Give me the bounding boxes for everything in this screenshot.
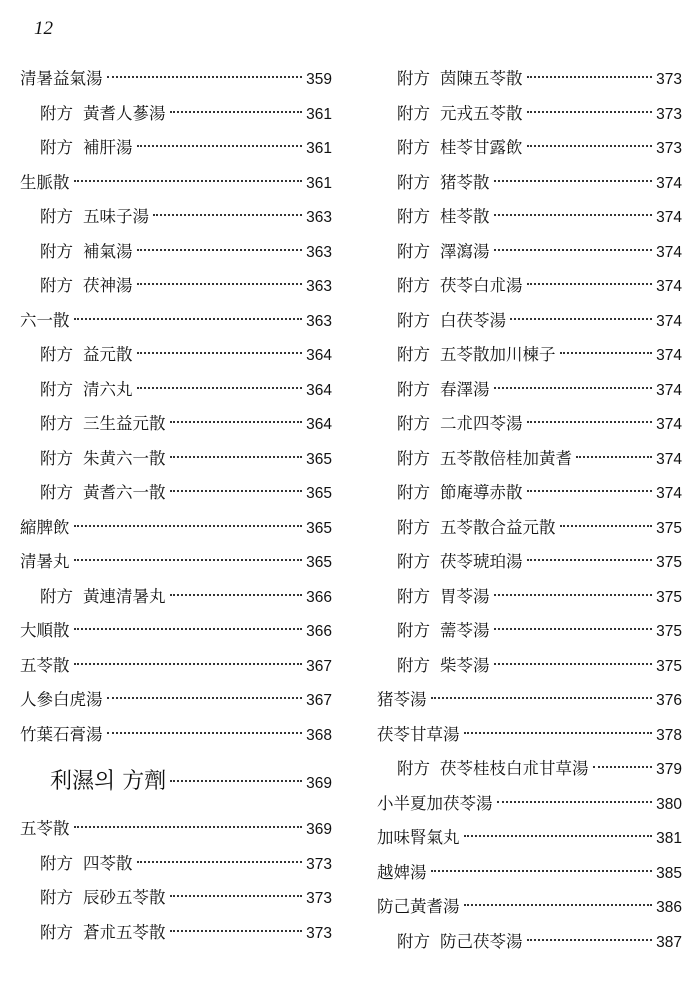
toc-entry xyxy=(377,200,682,235)
toc-entry-title: 茯苓白朮湯 xyxy=(440,276,523,295)
toc-entry-title: 茯神湯 xyxy=(83,276,133,295)
toc-entry-title: 猪苓散 xyxy=(440,172,490,192)
toc-entry xyxy=(20,235,332,270)
toc-entry-prefix: 附方 xyxy=(40,241,73,261)
dot-leader xyxy=(494,387,653,389)
dot-leader xyxy=(107,697,303,699)
toc-entry xyxy=(377,407,682,442)
toc-entry-title: 五苓散加川楝子 xyxy=(440,345,556,364)
dot-leader xyxy=(431,697,653,699)
toc-entry-prefix: 附方 xyxy=(397,379,430,399)
toc-page-number: 365 xyxy=(306,485,332,502)
dot-leader xyxy=(137,249,303,251)
toc-entry-title: 茯苓琥珀湯 xyxy=(440,552,523,571)
toc-entry-prefix: 附方 xyxy=(397,69,430,88)
toc-entry-title: 茵陳五苓散 xyxy=(440,69,523,88)
toc-entry-prefix: 附方 xyxy=(397,276,430,295)
toc-page-number: 380 xyxy=(656,795,682,813)
toc-entry xyxy=(20,166,332,201)
toc-page-number: 373 xyxy=(656,105,682,123)
toc-entry-prefix: 附方 xyxy=(397,310,430,330)
toc-entry xyxy=(20,580,332,615)
dot-leader xyxy=(510,318,652,320)
toc-entry-title: 五味子湯 xyxy=(83,207,149,226)
toc-entry-title: 四苓散 xyxy=(83,853,133,873)
dot-leader xyxy=(170,930,303,932)
toc-entry xyxy=(377,476,682,511)
dot-leader xyxy=(464,732,653,734)
dot-leader xyxy=(494,180,653,182)
toc-entry xyxy=(377,545,682,580)
toc-entry-title: 清暑丸 xyxy=(20,552,70,571)
toc-page-number: 363 xyxy=(306,278,332,295)
toc-entry xyxy=(20,131,332,166)
dot-leader xyxy=(494,628,653,630)
toc-entry-prefix: 附方 xyxy=(397,621,430,640)
dot-leader xyxy=(74,525,303,527)
toc-page-number: 367 xyxy=(306,692,332,709)
page-number: 12 xyxy=(34,18,53,39)
dot-leader xyxy=(560,352,653,354)
toc-entry xyxy=(20,200,332,235)
toc-entry-title: 大順散 xyxy=(20,621,70,640)
dot-leader xyxy=(494,214,653,216)
toc-entry-title: 黃連清暑丸 xyxy=(83,586,166,606)
toc-page-number: 365 xyxy=(306,519,332,537)
toc-entry xyxy=(377,373,682,408)
toc-entry xyxy=(20,62,332,97)
dot-leader xyxy=(137,861,303,863)
toc-entry-prefix: 附方 xyxy=(397,138,430,157)
toc-entry xyxy=(20,881,332,916)
toc-page-number: 375 xyxy=(656,588,682,606)
dot-leader xyxy=(74,663,303,665)
toc-page-number: 373 xyxy=(656,140,682,157)
toc-entry xyxy=(20,304,332,339)
toc-page-number: 387 xyxy=(656,933,682,951)
toc-page-number: 366 xyxy=(306,623,332,640)
dot-leader xyxy=(137,352,303,354)
dot-leader xyxy=(74,559,303,561)
toc-page-number: 364 xyxy=(306,381,332,399)
toc-entry-title: 元戎五苓散 xyxy=(440,103,523,123)
dot-leader xyxy=(576,456,652,458)
toc-entry xyxy=(377,269,682,304)
toc-page-number: 368 xyxy=(306,726,332,744)
toc-entry xyxy=(377,890,682,925)
toc-entry xyxy=(20,442,332,477)
toc-section-heading xyxy=(20,752,332,812)
toc-entry-prefix: 附方 xyxy=(40,103,73,123)
toc-entry xyxy=(377,131,682,166)
toc-entry-prefix: 附方 xyxy=(40,276,73,295)
toc-entry xyxy=(377,97,682,132)
toc-page-number: 374 xyxy=(656,450,682,468)
toc-entry xyxy=(377,338,682,373)
toc-entry-title: 柴苓湯 xyxy=(440,655,490,675)
dot-leader xyxy=(170,780,302,782)
dot-leader xyxy=(74,318,303,320)
dot-leader xyxy=(170,421,303,423)
dot-leader xyxy=(137,145,303,147)
toc-page-number: 374 xyxy=(656,312,682,330)
toc-entry-prefix: 附方 xyxy=(397,241,430,261)
toc-entry-prefix: 附方 xyxy=(40,414,73,433)
toc-page-number: 361 xyxy=(306,140,332,157)
toc-page-number: 365 xyxy=(306,554,332,571)
toc-page-number: 369 xyxy=(306,821,332,838)
toc-entry-title: 生脈散 xyxy=(20,172,70,192)
toc-entry xyxy=(377,856,682,891)
toc-entry-title: 益元散 xyxy=(83,345,133,364)
toc-page-number: 373 xyxy=(306,924,332,942)
toc-entry-title: 三生益元散 xyxy=(83,414,166,433)
toc-entry xyxy=(377,787,682,822)
toc-entry-prefix: 附方 xyxy=(397,448,430,468)
toc-page-number: 386 xyxy=(656,899,682,916)
toc-entry-prefix: 附方 xyxy=(40,888,73,907)
toc-entry-title: 蒼朮五苓散 xyxy=(83,922,166,942)
toc-entry xyxy=(377,442,682,477)
toc-entry-title: 辰砂五苓散 xyxy=(83,888,166,907)
dot-leader xyxy=(497,801,653,803)
toc-entry-title: 人參白虎湯 xyxy=(20,690,103,709)
toc-page-number: 381 xyxy=(656,830,682,847)
toc-entry-prefix: 附方 xyxy=(40,379,73,399)
toc-entry xyxy=(20,718,332,753)
toc-entry-title: 竹葉石膏湯 xyxy=(20,724,103,744)
toc-page-number: 378 xyxy=(656,726,682,744)
dot-leader xyxy=(170,594,303,596)
toc-entry-prefix: 附方 xyxy=(397,483,430,502)
toc-entry-prefix: 附方 xyxy=(397,414,430,433)
toc-page-number: 367 xyxy=(306,657,332,675)
toc-page-number: 374 xyxy=(656,347,682,364)
toc-entry xyxy=(20,97,332,132)
toc-entry-title: 節庵導赤散 xyxy=(440,483,523,502)
toc-page-number: 375 xyxy=(656,657,682,675)
toc-entry xyxy=(377,235,682,270)
dot-leader xyxy=(494,663,653,665)
dot-leader xyxy=(494,594,653,596)
toc-page-number: 361 xyxy=(306,105,332,123)
toc-entry-prefix: 附方 xyxy=(40,345,73,364)
toc-page-number: 375 xyxy=(656,519,682,537)
toc-entry-title: 補肝湯 xyxy=(83,138,133,157)
dot-leader xyxy=(170,490,303,492)
dot-leader xyxy=(527,283,653,285)
toc-entry-title: 白茯苓湯 xyxy=(440,310,506,330)
toc-entry xyxy=(20,812,332,847)
dot-leader xyxy=(527,145,653,147)
toc-entry-title: 縮脾飲 xyxy=(20,517,70,537)
toc-page-number: 374 xyxy=(656,278,682,295)
toc-entry xyxy=(377,718,682,753)
toc-entry-prefix: 附方 xyxy=(397,345,430,364)
toc-entry-title: 清六丸 xyxy=(83,379,133,399)
toc-entry-prefix: 附方 xyxy=(397,759,430,778)
toc-page-number: 374 xyxy=(656,485,682,502)
toc-entry-title: 朱黄六一散 xyxy=(83,448,166,468)
toc-entry-title: 胃苓湯 xyxy=(440,586,490,606)
toc-entry-title: 防己黃耆湯 xyxy=(377,897,460,916)
toc-page-number: 363 xyxy=(306,209,332,226)
dot-leader xyxy=(593,766,653,768)
toc-entry-prefix: 附方 xyxy=(397,172,430,192)
toc-entry-prefix: 附方 xyxy=(40,483,73,502)
toc-entry xyxy=(377,511,682,546)
toc-entry xyxy=(377,683,682,718)
toc-entry-title: 加味腎氣丸 xyxy=(377,828,460,847)
toc-page-number: 363 xyxy=(306,312,332,330)
toc-entry-prefix: 附方 xyxy=(397,103,430,123)
toc-entry xyxy=(377,580,682,615)
toc-entry-title: 二朮四苓湯 xyxy=(440,414,523,433)
dot-leader xyxy=(74,180,303,182)
toc-entry xyxy=(20,649,332,684)
toc-entry xyxy=(377,304,682,339)
toc-page-number: 363 xyxy=(306,243,332,261)
toc-entry xyxy=(20,338,332,373)
dot-leader xyxy=(107,732,303,734)
toc-entry-title: 清暑益氣湯 xyxy=(20,69,103,88)
toc-page-number: 374 xyxy=(656,416,682,433)
toc-page-number: 359 xyxy=(306,71,332,88)
toc-right-column xyxy=(377,62,682,959)
toc-entry xyxy=(377,821,682,856)
toc-entry xyxy=(20,407,332,442)
toc-entry-prefix: 附方 xyxy=(40,138,73,157)
dot-leader xyxy=(527,76,653,78)
toc-entry xyxy=(377,752,682,787)
dot-leader xyxy=(464,904,653,906)
toc-page-number: 373 xyxy=(656,71,682,88)
toc-page-number: 374 xyxy=(656,381,682,399)
toc-entry-prefix: 附方 xyxy=(40,922,73,942)
toc-entry-title: 澤瀉湯 xyxy=(440,241,490,261)
toc-left-column xyxy=(20,62,332,950)
toc-entry-prefix: 附方 xyxy=(397,655,430,675)
toc-entry xyxy=(20,614,332,649)
dot-leader xyxy=(560,525,653,527)
dot-leader xyxy=(527,490,653,492)
toc-page-number: 385 xyxy=(656,864,682,882)
toc-entry-title: 茯苓甘草湯 xyxy=(377,724,460,744)
toc-entry-prefix: 附方 xyxy=(397,931,430,951)
toc-entry-prefix: 附方 xyxy=(397,207,430,226)
dot-leader xyxy=(527,939,653,941)
dot-leader xyxy=(153,214,302,216)
toc-page-number: 369 xyxy=(306,775,332,792)
dot-leader xyxy=(74,826,303,828)
toc-entry-prefix: 附方 xyxy=(397,517,430,537)
toc-page-number: 366 xyxy=(306,588,332,606)
toc-entry-title: 五苓散合益元散 xyxy=(440,517,556,537)
toc-entry xyxy=(377,62,682,97)
toc-entry-title: 越婢湯 xyxy=(377,862,427,882)
toc-entry-title: 猪苓湯 xyxy=(377,690,427,709)
toc-entry xyxy=(20,269,332,304)
toc-entry-prefix: 附方 xyxy=(40,853,73,873)
toc-entry-title: 黃耆人蔘湯 xyxy=(83,103,166,123)
dot-leader xyxy=(431,870,653,872)
toc-entry xyxy=(377,614,682,649)
toc-entry-prefix: 附方 xyxy=(397,552,430,571)
dot-leader xyxy=(170,895,303,897)
dot-leader xyxy=(527,559,653,561)
toc-entry xyxy=(20,683,332,718)
toc-page-number: 361 xyxy=(306,174,332,192)
toc-page-number: 374 xyxy=(656,209,682,226)
toc-entry xyxy=(20,511,332,546)
dot-leader xyxy=(170,456,303,458)
toc-entry-title: 防己茯苓湯 xyxy=(440,931,523,951)
toc-entry-title: 黃耆六一散 xyxy=(83,483,166,502)
toc-entry xyxy=(20,545,332,580)
dot-leader xyxy=(527,111,653,113)
toc-entry-prefix: 附方 xyxy=(40,207,73,226)
toc-page-number: 364 xyxy=(306,416,332,433)
toc-page-number: 373 xyxy=(306,890,332,907)
toc-entry-title: 春澤湯 xyxy=(440,379,490,399)
toc-entry xyxy=(377,166,682,201)
dot-leader xyxy=(170,111,303,113)
toc-entry xyxy=(20,847,332,882)
toc-entry-title: 小半夏加茯苓湯 xyxy=(377,793,493,813)
toc-page-number: 374 xyxy=(656,174,682,192)
dot-leader xyxy=(137,387,303,389)
toc-entry xyxy=(377,925,682,960)
dot-leader xyxy=(74,628,303,630)
toc-entry xyxy=(20,476,332,511)
dot-leader xyxy=(494,249,653,251)
toc-page-number: 375 xyxy=(656,623,682,640)
toc-entry-title: 補氣湯 xyxy=(83,241,133,261)
toc-page-number: 375 xyxy=(656,554,682,571)
toc-entry-title: 六一散 xyxy=(20,310,70,330)
toc-entry xyxy=(377,649,682,684)
dot-leader xyxy=(137,283,303,285)
toc-entry-prefix: 附方 xyxy=(397,586,430,606)
toc-entry-prefix: 附方 xyxy=(40,448,73,468)
dot-leader xyxy=(107,76,303,78)
toc-page-number: 365 xyxy=(306,450,332,468)
toc-entry-title: 五苓散 xyxy=(20,655,70,675)
toc-page-number: 373 xyxy=(306,855,332,873)
toc-entry xyxy=(20,916,332,951)
toc-page-number: 376 xyxy=(656,692,682,709)
toc-entry-title: 五苓散 xyxy=(20,819,70,838)
toc-entry-title: 茯苓桂枝白朮甘草湯 xyxy=(440,759,589,778)
toc-page-number: 364 xyxy=(306,347,332,364)
dot-leader xyxy=(464,835,653,837)
toc-entry-prefix: 附方 xyxy=(40,586,73,606)
toc-entry-title: 桂苓甘露飲 xyxy=(440,138,523,157)
toc-page-number: 379 xyxy=(656,761,682,778)
toc-entry-title: 桂苓散 xyxy=(440,207,490,226)
toc-page-number: 374 xyxy=(656,243,682,261)
dot-leader xyxy=(527,421,653,423)
toc-entry-title: 五苓散倍桂加黃耆 xyxy=(440,448,572,468)
section-title: 利濕의 方劑 xyxy=(50,769,167,794)
toc-entry xyxy=(20,373,332,408)
toc-entry-title: 薷苓湯 xyxy=(440,621,490,640)
